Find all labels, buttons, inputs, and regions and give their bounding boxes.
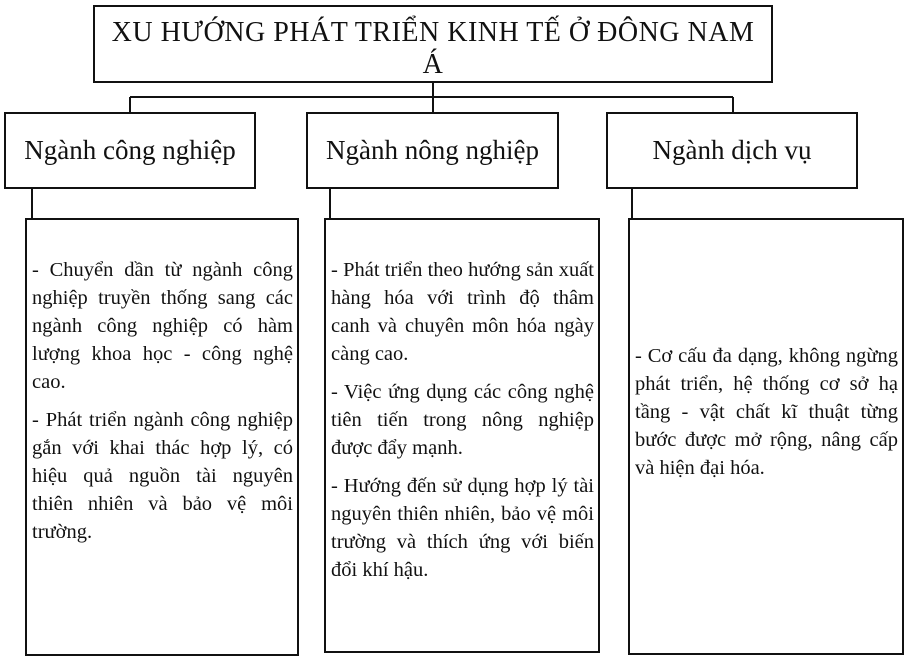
sector-agriculture-label: Ngành nông nghiệp bbox=[326, 135, 539, 165]
agriculture-trend-item: - Việc ứng dụng các công nghệ tiên tiến trong nông nghiệp được đẩy mạnh. bbox=[331, 381, 594, 459]
industry-trend-item: - Phát triển ngành công nghiệp gắn với khai thác hợp lý, có hiệu quả nguồn tài nguyên thiên nhiên và bảo vệ môi trường. bbox=[32, 409, 293, 543]
industry-trend-item: - Chuyển dần từ ngành công nghiệp truyền thống sang các ngành công nghiệp có hàm lượng khoa học - công nghệ cao. bbox=[32, 259, 293, 393]
sector-services-label: Ngành dịch vụ bbox=[652, 135, 812, 165]
sector-services-box bbox=[606, 112, 858, 189]
sector-industry-label: Ngành công nghiệp bbox=[24, 135, 236, 165]
sector-agriculture-box bbox=[306, 112, 559, 189]
diagram-title: XU HƯỚNG PHÁT TRIỂN KINH TẾ Ở ĐÔNG NAM Á bbox=[93, 5, 773, 83]
services-trend-item: - Cơ cấu đa dạng, không ngừng phát triển, hệ thống cơ sở hạ tầng - vật chất kĩ thuật từng bước được mở rộng, nâng cấp và hiện đại hóa. bbox=[635, 345, 898, 479]
services-trends-box bbox=[628, 218, 904, 655]
agriculture-trend-item: - Hướng đến sử dụng hợp lý tài nguyên thiên nhiên, bảo vệ môi trường và thích ứng với biến đổi khí hậu. bbox=[331, 475, 594, 581]
industry-trends-box bbox=[25, 218, 299, 656]
agriculture-trend-item: - Phát triển theo hướng sản xuất hàng hóa với trình độ thâm canh và chuyên môn hóa ngày càng cao. bbox=[331, 259, 594, 365]
agriculture-trends-box bbox=[324, 218, 600, 653]
sector-industry-box bbox=[4, 112, 256, 189]
